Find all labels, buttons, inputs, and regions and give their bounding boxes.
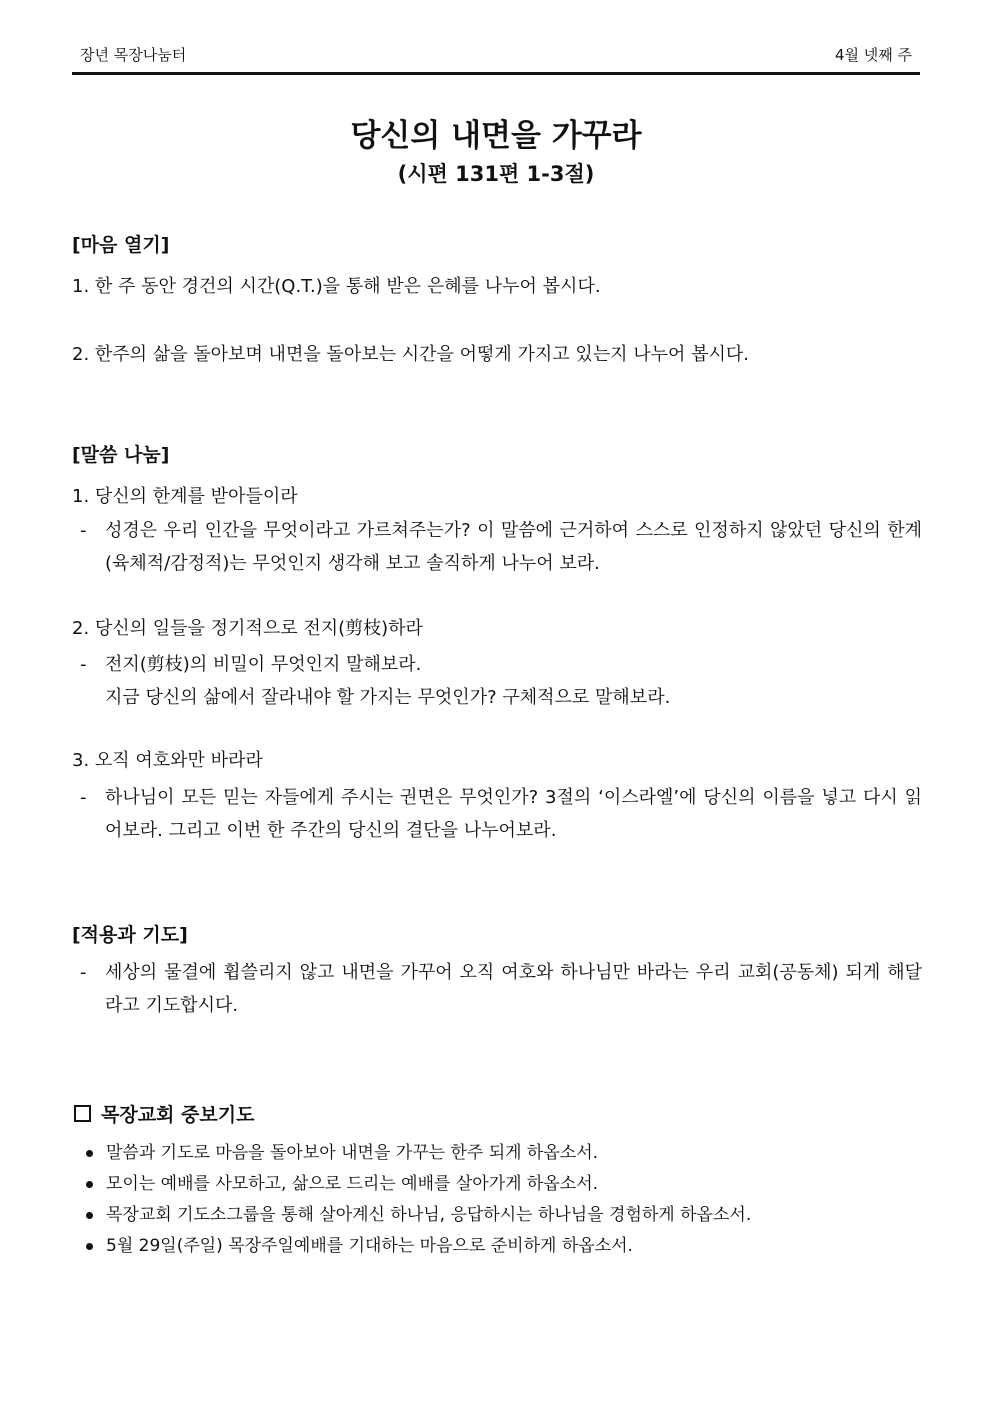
prayer-heading xyxy=(74,1100,254,1127)
question-3-body xyxy=(80,781,922,847)
page-title: 당신의 내면을 가꾸라 xyxy=(350,118,642,154)
header-right: 4월 넷째 주 xyxy=(834,46,912,64)
prayer-item-text: 목장교회 기도소그룹을 통해 살아계신 하나님, 응답하시는 하나님을 경험하게 하옵소서. xyxy=(106,1205,752,1225)
question-3-text: 하나님이 모든 믿는 자들에게 주시는 권면은 무엇인가? 3절의 ‘이스라엘’에 당신의 이름을 넣고 다시 읽어보라. 그리고 이번 한 주간의 당신의 결단을 나누어보라. xyxy=(105,787,922,841)
question-2-title: 2. 당신의 일들을 정기적으로 전지(剪枝)하라 xyxy=(72,618,423,639)
question-1-body xyxy=(80,514,922,580)
prayer-item xyxy=(84,1231,751,1262)
question-2-line-2: 지금 당신의 삶에서 잘라내야 할 가지는 무엇인가? 구체적으로 말해보라. xyxy=(105,687,671,708)
section-heading-word: [말씀 나눔] xyxy=(72,444,170,466)
question-2-line-1: 전지(剪枝)의 비밀이 무엇인지 말해보라. xyxy=(105,654,422,675)
header-left: 장년 목장나눔터 xyxy=(80,46,187,64)
prayer-item xyxy=(84,1169,751,1200)
dash-marker: - xyxy=(80,787,87,808)
question-3-title: 3. 오직 여호와만 바라라 xyxy=(72,750,263,771)
bullet-icon xyxy=(86,1212,93,1219)
page-header xyxy=(72,44,920,65)
bullet-icon xyxy=(86,1150,93,1157)
header-divider xyxy=(72,72,920,75)
dash-marker: - xyxy=(80,962,87,983)
section-heading-opening: [마음 열기] xyxy=(72,234,170,256)
question-2-body xyxy=(80,648,922,714)
prayer-item xyxy=(84,1138,751,1169)
section-heading-apply: [적용과 기도] xyxy=(72,924,188,946)
bullet-icon xyxy=(86,1243,93,1250)
opening-item-1: 1. 한 주 동안 경건의 시간(Q.T.)을 통해 받은 은혜를 나누어 봅시다. xyxy=(72,276,601,297)
dash-marker: - xyxy=(80,520,87,541)
opening-item-2: 2. 한주의 삶을 돌아보며 내면을 돌아보는 시간을 어떻게 가지고 있는지 나누어 봅시다. xyxy=(72,344,750,365)
prayer-item-text: 5월 29일(주일) 목장주일예배를 기대하는 마음으로 준비하게 하옵소서. xyxy=(106,1236,633,1256)
prayer-item xyxy=(84,1200,751,1231)
prayer-heading-label: 목장교회 중보기도 xyxy=(101,1104,255,1126)
dash-marker: - xyxy=(80,654,87,675)
question-1-text: 성경은 우리 인간을 무엇이라고 가르쳐주는가? 이 말씀에 근거하여 스스로 인정하지 않았던 당신의 한계(육체적/감정적)는 무엇인지 생각해 보고 솔직하게 나누어 보라. xyxy=(105,520,922,574)
prayer-list xyxy=(84,1138,751,1262)
apply-body xyxy=(80,956,922,1022)
prayer-item-text: 모이는 예배를 사모하고, 삶으로 드리는 예배를 살아가게 하옵소서. xyxy=(106,1174,599,1194)
apply-text: 세상의 물결에 휩쓸리지 않고 내면을 가꾸어 오직 여호와 하나님만 바라는 우리 교회(공동체) 되게 해달라고 기도합시다. xyxy=(105,962,922,1016)
question-1-title: 1. 당신의 한계를 받아들이라 xyxy=(72,486,298,507)
checkbox-icon xyxy=(74,1105,91,1122)
prayer-item-text: 말씀과 기도로 마음을 돌아보아 내면을 가꾸는 한주 되게 하옵소서. xyxy=(106,1143,599,1163)
page-subtitle: (시편 131편 1-3절) xyxy=(397,162,595,186)
bullet-icon xyxy=(86,1181,93,1188)
